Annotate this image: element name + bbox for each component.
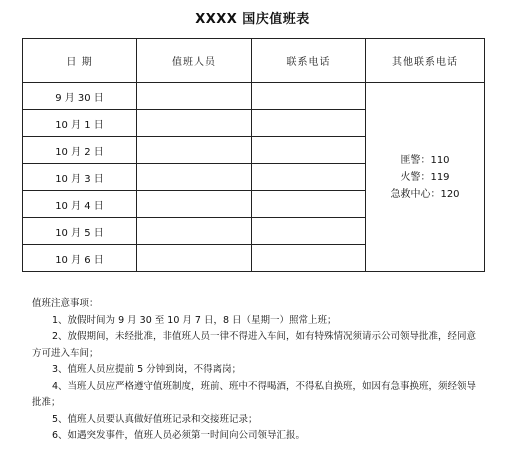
header-date: 日 期 <box>23 39 137 83</box>
other-contacts-cell <box>366 83 485 272</box>
phone-cell[interactable] <box>252 218 366 245</box>
table-row <box>23 83 485 110</box>
phone-cell[interactable] <box>252 164 366 191</box>
date-cell: 10 月 2 日 <box>23 137 137 164</box>
notes-item: 2、放假期间，未经批准，非值班人员一律不得进入车间，如有特殊情况须请示公司领导批准，经同意方可进入车间； <box>32 331 477 359</box>
phone-cell[interactable] <box>252 137 366 164</box>
phone-cell[interactable] <box>252 83 366 110</box>
duty-notes <box>32 296 482 445</box>
date-cell: 10 月 6 日 <box>23 245 137 272</box>
date-cell: 10 月 5 日 <box>23 218 137 245</box>
duty-staff-cell[interactable] <box>137 245 252 272</box>
notes-item: 5、值班人员要认真做好值班记录和交接班记录； <box>52 413 258 425</box>
notes-item: 1、放假时间为 9 月 30 至 10 月 7 日，8 日（星期一）照常上班； <box>52 314 337 326</box>
phone-cell[interactable] <box>252 191 366 218</box>
duty-schedule-table <box>22 38 485 272</box>
notes-item: 6、如遇突发事件，值班人员必须第一时间向公司领导汇报。 <box>52 430 306 441</box>
fire-number: 火警：119 <box>400 171 450 183</box>
table-header-row <box>23 39 485 83</box>
notes-heading: 值班注意事项： <box>32 298 99 309</box>
header-phone: 联系电话 <box>252 39 366 83</box>
notes-item: 4、当班人员应严格遵守值班制度，班前、班中不得喝酒，不得私自换班，如因有急事换班，须经领导批准； <box>32 380 477 408</box>
date-cell: 10 月 1 日 <box>23 110 137 137</box>
duty-staff-cell[interactable] <box>137 164 252 191</box>
police-number: 匪警：110 <box>400 154 450 166</box>
duty-staff-cell[interactable] <box>137 191 252 218</box>
date-cell: 9 月 30 日 <box>23 83 137 110</box>
duty-staff-cell[interactable] <box>137 110 252 137</box>
duty-staff-cell[interactable] <box>137 83 252 110</box>
date-cell: 10 月 3 日 <box>23 164 137 191</box>
notes-item: 3、值班人员应提前 5 分钟到岗，不得离岗； <box>52 364 242 375</box>
header-duty-staff: 值班人员 <box>137 39 252 83</box>
ambulance-number: 急救中心：120 <box>390 188 460 200</box>
header-other-phone: 其他联系电话 <box>366 39 485 83</box>
phone-cell[interactable] <box>252 110 366 137</box>
date-cell: 10 月 4 日 <box>23 191 137 218</box>
document-title: XXXX 国庆值班表 <box>195 12 310 27</box>
phone-cell[interactable] <box>252 245 366 272</box>
duty-staff-cell[interactable] <box>137 218 252 245</box>
duty-staff-cell[interactable] <box>137 137 252 164</box>
